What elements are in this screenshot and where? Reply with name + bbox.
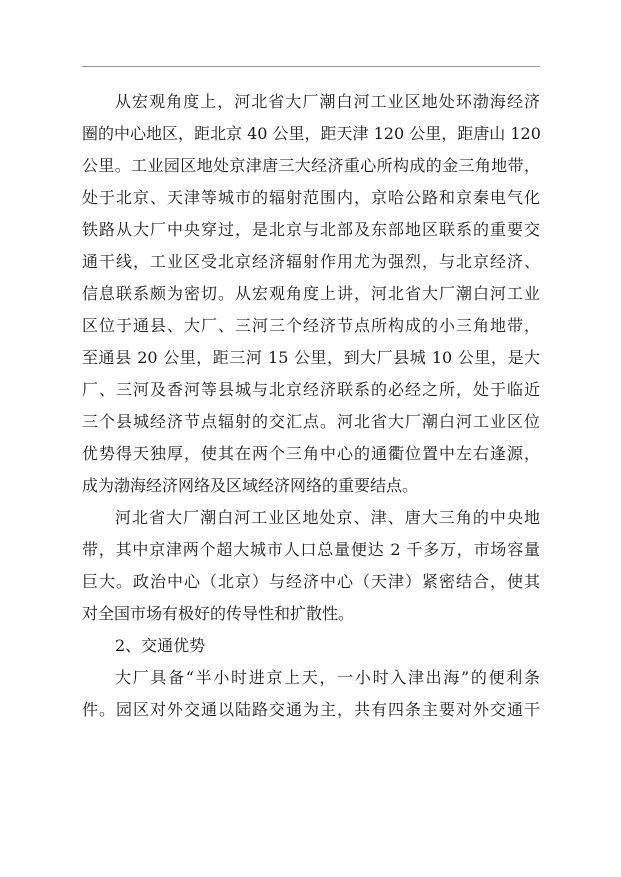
text-line: 对全国市场有极好的传导性和扩散性。 (82, 604, 355, 623)
text-line: 处于北京、天津等城市的辐射范围内，京哈公路和京秦电气化 (82, 188, 540, 207)
text-line: 优势得天独厚，使其在两个三角中心的通衢位置中左右逢源， (82, 444, 540, 463)
text-line: 区位于通县、大厂、三河三个经济节点所构成的小三角地带， (82, 316, 540, 335)
header-rule (82, 66, 540, 67)
text-line: 河北省大厂潮白河工业区地处京、津、唐大三角的中央地 (115, 508, 540, 527)
text-line: 圈的中心地区，距北京 40 公里，距天津 120 公里，距唐山 120 (82, 124, 541, 143)
text-line: 铁路从大厂中央穿过，是北京与北部及东部地区联系的重要交 (82, 220, 540, 239)
text-line: 信息联系颇为密切。从宏观角度上讲，河北省大厂潮白河工业 (82, 284, 540, 303)
text-line: 公里。工业园区地处京津唐三大经济重心所构成的金三角地带， (82, 156, 540, 175)
text-line: 带，其中京津两个超大城市人口总量便达 2 千多万，市场容量 (82, 540, 540, 559)
text-line: 件。园区对外交通以陆路交通为主，共有四条主要对外交通干 (82, 700, 540, 719)
text-line: 从宏观角度上，河北省大厂潮白河工业区地处环渤海经济 (115, 92, 540, 111)
text-line: 成为渤海经济网络及区域经济网络的重要结点。 (82, 476, 419, 495)
text-line: 厂、三河及香河等县城与北京经济联系的必经之所，处于临近 (82, 380, 540, 399)
text-line: 巨大。政治中心（北京）与经济中心（天津）紧密结合，使其 (82, 572, 540, 591)
text-line: 至通县 20 公里，距三河 15 公里，到大厂县城 10 公里，是大 (82, 348, 540, 367)
text-line: 2、交通优势 (115, 636, 206, 655)
text-line: 大厂具备“半小时进京上天，一小时入津出海”的便利条 (115, 668, 540, 687)
text-line: 通干线，工业区受北京经济辐射作用尤为强烈，与北京经济、 (82, 252, 540, 271)
text-line: 三个县城经济节点辐射的交汇点。河北省大厂潮白河工业区位 (82, 412, 540, 431)
body-text (82, 86, 540, 726)
